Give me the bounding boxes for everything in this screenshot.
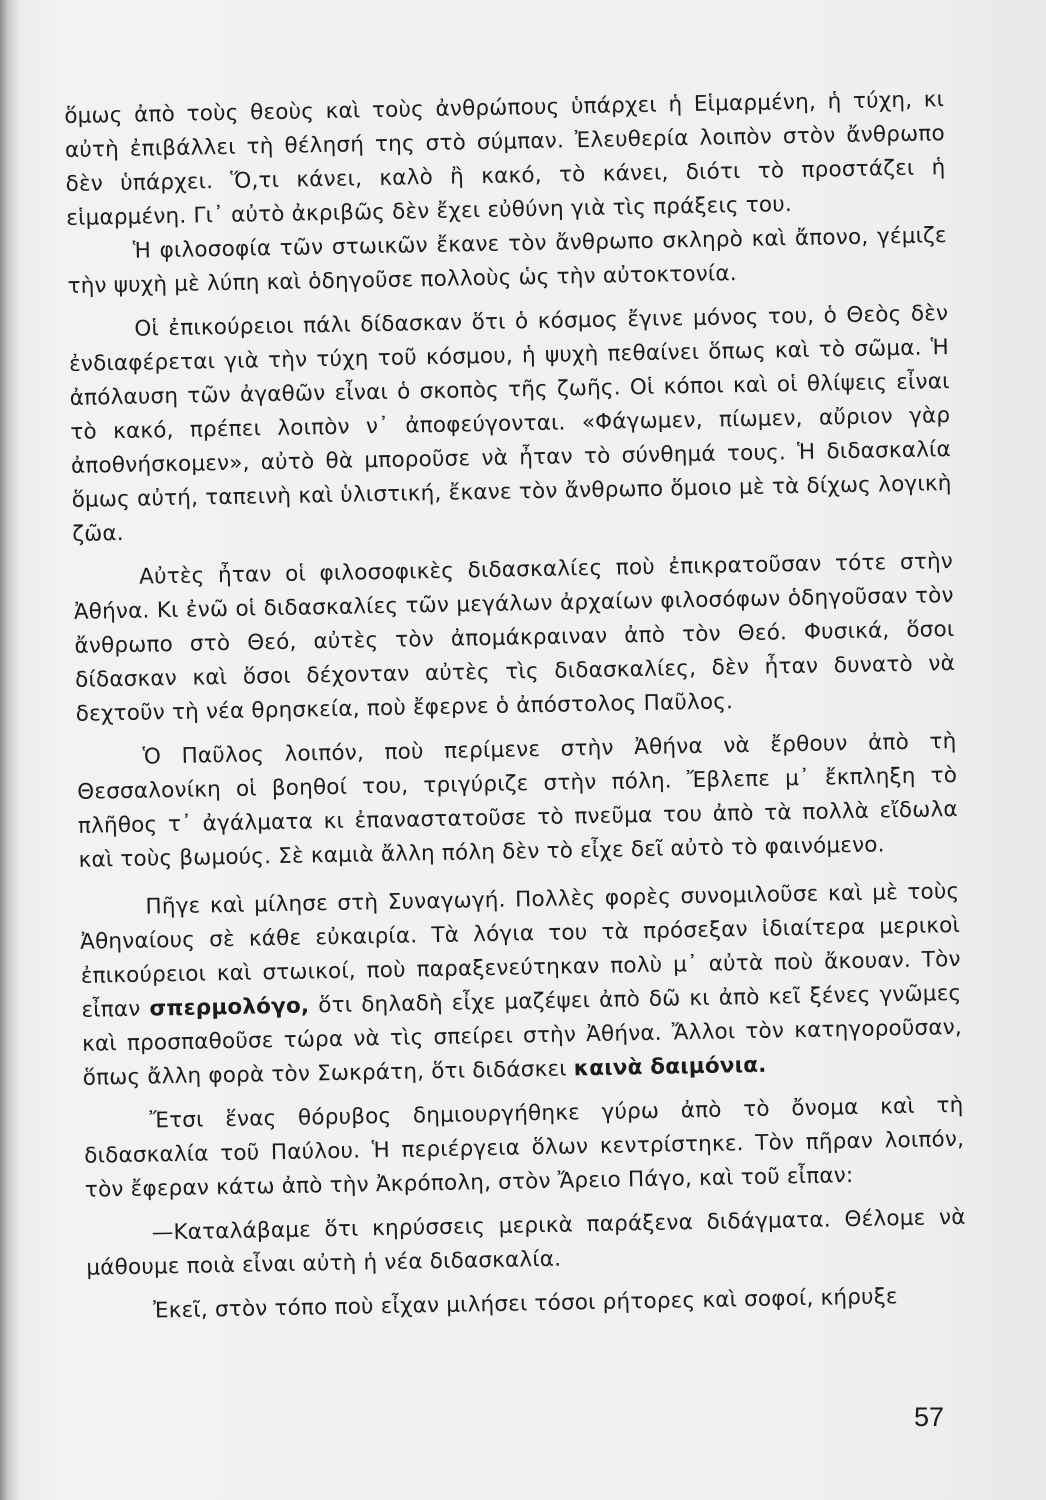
page-number: 57 <box>914 1402 945 1432</box>
paragraph-1: ὅμως ἀπὸ τοὺς θεοὺς καὶ τοὺς ἀνθρώπους ὑπάρχει ἡ Εἱμαρμένη, ἡ τύχη, κι αὐτὴ ἐπιβάλλει τὴ θέλησή της στὸ σύμπαν. Ἐλευθερία λοιπὸν στὸν ἄνθρωπο δὲν ὑπάρχει. Ὅ,τι κάνει, καλὸ ἢ κακό, τὸ κάνει, διότι τὸ προστάζει ἡ εἱμαρμένη. Γι᾽ αὐτὸ ἀκριβῶς δὲν ἔχει εὐθύνη γιὰ τὶς πράξεις του. <box>64 87 946 231</box>
paragraph-7: Ἔτσι ἕνας θόρυβος δημιουργήθηκε γύρω ἀπὸ τὸ ὄνομα καὶ τὴ διδασκαλία τοῦ Παύλου. Ἡ περιέργεια ὅλων κεντρίστηκε. Τὸν πῆραν λοιπόν, τὸν ἔφεραν κάτω ἀπὸ τὴν Ἀκρόπολη, στὸν Ἄρειο Πάγο, καὶ τοῦ εἶπαν: <box>84 1092 965 1203</box>
paragraph-2: Ἡ φιλοσοφία τῶν στωικῶν ἔκανε τὸν ἄνθρωπο σκληρὸ καὶ ἄπονο, γέμιζε τὴν ψυχὴ μὲ λύπη καὶ ὁδηγοῦσε πολλοὺς ὡς τὴν αὐτοκτονία. <box>67 223 948 299</box>
term-spermologos: σπερμολόγο, <box>149 993 310 1022</box>
paragraph-5: Ὁ Παῦλος λοιπόν, ποὺ περίμενε στὴν Ἀθήνα νὰ ἔρθουν ἀπὸ τὴ Θεσσαλονίκη οἱ βοηθοί του, τριγύριζε στὴν πόλη. Ἔβλεπε μ᾽ ἔκπληξη τὸ πλῆθος τ᾽ ἀγάλματα κι ἐπαναστατοῦσε τὸ πνεῦμα του ἀπὸ τὰ πολλὰ εἴδωλα καὶ τοὺς βωμούς. Σὲ καμιὰ ἄλλη πόλη δὲν τὸ εἶχε δεῖ αὐτὸ τὸ φαινόμενο. <box>77 728 959 873</box>
page-body-text <box>64 83 967 1330</box>
paragraph-4: Αὐτὲς ἦταν οἱ φιλοσοφικὲς διδασκαλίες ποὺ ἐπικρατοῦσαν τότε στὴν Ἀθήνα. Κι ἐνῶ οἱ διδασκαλίες τῶν μεγάλων ἀρχαίων φιλοσόφων ὁδηγοῦσαν τὸν ἄνθρωπο στὸ Θεό, αὐτὲς τὸν ἀπομάκραιναν ἀπὸ τὸν Θεό. Φυσικά, ὅσοι δίδασκαν καὶ ὅσοι δέχονταν αὐτὲς τὶς διδασκαλίες, δὲν ἦταν δυνατὸ νὰ δεχτοῦν τὴ νέα θρησκεία, ποὺ ἔφερνε ὁ ἀπόστολος Παῦλος. <box>73 549 956 727</box>
term-kaina-daimonia: καινὰ δαιμόνια. <box>573 1052 767 1082</box>
paragraph-8: —Καταλάβαμε ὅτι κηρύσσεις μερικὰ παράξενα διδάγματα. Θέλομε νὰ μάθουμε ποιὰ εἶναι αὐτὴ ἡ νέα διδασκαλία. <box>86 1204 966 1281</box>
paragraph-9: Ἐκεῖ, στὸν τόπο ποὺ εἶχαν μιλήσει τόσοι ρήτορες καὶ σοφοί, κήρυξε <box>153 1284 898 1324</box>
paragraph-3: Οἱ ἐπικούρειοι πάλι δίδασκαν ὅτι ὁ κόσμος ἔγινε μόνος του, ὁ Θεὸς δὲν ἐνδιαφέρεται γιὰ τὴν τύχη τοῦ κόσμου, ἡ ψυχὴ πεθαίνει ὅπως καὶ τὸ σῶμα. Ἡ ἀπόλαυση τῶν ἀγαθῶν εἶναι ὁ σκοπὸς τῆς ζωῆς. Οἱ κόποι καὶ οἱ θλίψεις εἶναι τὸ κακό, πρέπει λοιπὸν ν᾽ ἀποφεύγονται. «Φάγωμεν, πίωμεν, αὔριον γὰρ ἀποθνήσκομεν», αὐτὸ θὰ μποροῦσε νὰ ἦταν τὸ σύνθημά τους. Ἡ διδασκαλία ὅμως αὐτή, ταπεινὴ καὶ ὑλιστική, ἔκανε τὸν ἄνθρωπο ὅμοιο μὲ τὰ δίχως λογικὴ ζῶα. <box>68 301 952 547</box>
paragraph-6 <box>79 875 963 1096</box>
paragraph-6-part-1: Πῆγε καὶ μίλησε στὴ Συναγωγή. Πολλὲς φορὲς συνομιλοῦσε καὶ μὲ τοὺς Ἀθηναίους σὲ κάθε εὐκαιρία. Τὰ λόγια του τὰ πρόσεξαν ἰδιαίτερα μερικοὶ ἐπικούρειοι καὶ στωικοί, ποὺ παραξενεύτηκαν πολὺ μ᾽ αὐτὰ ποὺ ἄκουαν. Τὸν εἶπαν <box>79 878 961 1023</box>
paragraph-6-part-2: ὅτι δηλαδὴ εἶχε μαζέψει ἀπὸ δῶ κι ἀπὸ κεῖ ξένες γνῶμες καὶ προσπαθοῦσε τώρα νὰ τὶς σπείρει στὴν Ἀθήνα. Ἄλλοι τὸν κατηγοροῦσαν, ὅπως ἄλλη φορὰ τὸν Σωκράτη, ὅτι διδάσκει <box>81 980 963 1091</box>
